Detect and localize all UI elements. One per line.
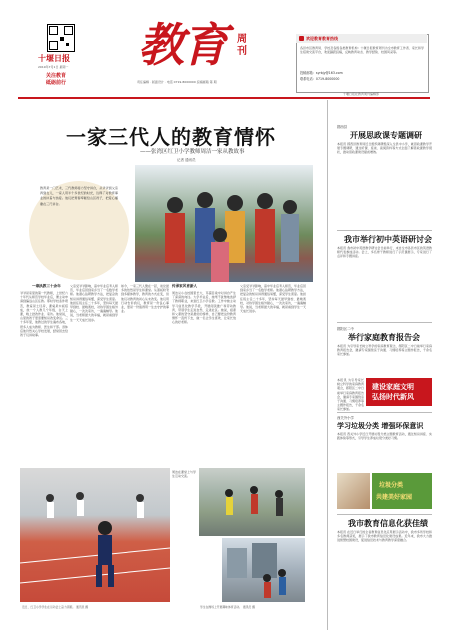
slogan xyxy=(46,73,66,86)
right-divider xyxy=(337,412,432,413)
ad-icon xyxy=(299,36,304,41)
intro-text: 教育是一门艺术，三代教师接力坚守讲台，从爷爷到父亲再到女儿，一家人用半个多世纪的时光，诠释了对教育事业的执着与热爱。他们把青春奉献给山区孩子，把爱心播撒在三尺讲台。 xyxy=(40,186,118,206)
info-line: 责任编辑 · 版面设计 · 电话 0719-8000000 投稿邮箱 第 期 xyxy=(137,80,217,84)
callout-line: 建设家庭文明 xyxy=(372,383,414,391)
photo-small-right xyxy=(337,473,370,509)
right-text-2: 本报讯 我市初中英语教学研讨会日前举行，来自全市各县市区的英语教师代表参加活动。会上，多名骨干教师进行了示范课展示，专家进行了点评和专题讲座。 xyxy=(337,246,432,259)
ad-mail: 投稿邮箱：syrbjy@163.com xyxy=(300,71,343,75)
right-label-3: 郧阳区二中 xyxy=(337,327,354,331)
green-banner-line: 垃圾分类 xyxy=(379,482,404,489)
issue-line: 2019年7月1日 星期一 xyxy=(38,65,69,69)
ad-footer: 十堰日报社教育周刊编辑部 xyxy=(343,92,380,96)
side-caption-col: 周洁在课堂上与学生互动交流。 xyxy=(172,470,197,479)
ad-copy: 各县市区教育局、学校及各级各类教育机构：十堰日报教育周刊为全市教育工作者、家长和学生搭建交流平台，欢迎踊跃投稿，反映教育动态、教学经验、校园风采等。 xyxy=(300,46,424,55)
masthead-divider xyxy=(18,97,430,99)
body-col-5: 父亲受爷爷影响，高中毕业后考入师范，毕业后回到家乡当了一名数学老师。他潜心钻研教学方法，把复杂的知识讲得通俗易懂，深受学生喜爱。他担任班主任二十多年，坚持每天最早到校、最晚离校，对待学困生格外耐心，一次次家访，一遍遍辅导。他说，当老师最大的幸福，就是看到学生一天天成长进步。 xyxy=(240,284,307,314)
right-headline-1: 开展思政课专题调研 xyxy=(350,130,422,140)
right-text-4: 本报讯 西关外小学近日开展垃圾分类主题教育活动，通过知识讲座、实践体验等形式，引导学生养成垃圾分类好习惯。 xyxy=(337,432,432,441)
right-text-3b: 本报讯 为引导家长树立科学的家庭教育观念，郧阳区二中日前举行家庭教育报告会，邀请专家围绕亲子沟通、习惯培养等主题作报告，千余名家长参加。 xyxy=(337,378,365,412)
qr-corner xyxy=(49,41,58,50)
photo-activity-top xyxy=(199,468,305,536)
slogan-line: 砥砺前行 xyxy=(46,79,67,86)
qr-corner xyxy=(64,26,73,35)
ad-phone: 联系电话：0719-8000000 xyxy=(300,77,340,81)
right-text-5: 本报讯 在近日举行的全省教育信息化应用展示活动中，我市多所学校和多名教师获奖，展示了我市教育信息化建设成果。近年来，我市大力推进智慧校园建设，促进信息技术与教育教学深度融合。 xyxy=(337,530,432,543)
right-headline-4: 学习垃圾分类 增强环保意识 xyxy=(337,421,424,430)
caption-bottom-right: 学生在操场上开展趣味体育活动。 通讯员 摄 xyxy=(200,605,255,609)
green-banner-line: 共建美好家园 xyxy=(376,494,413,501)
main-photo-figures xyxy=(135,165,313,282)
qr-dot xyxy=(66,43,69,46)
right-text-3a: 本报讯 为引导家长树立科学的家庭教育观念，郧阳区二中日前举行家庭教育报告会，邀请专家围绕亲子沟通、习惯培养等主题作报告，千余名家长参加。 xyxy=(337,344,432,357)
photo-activity-figures xyxy=(199,468,305,536)
main-photo xyxy=(135,165,313,282)
green-banner xyxy=(372,473,432,509)
ad-title: 欢迎教育教育热线 xyxy=(306,36,338,41)
body-col-2: 父亲受爷爷影响，高中毕业后考入师范，毕业后回到家乡当了一名数学老师。他潜心钻研教学方法，把复杂的知识讲得通俗易懂，深受学生喜爱。他担任班主任二十多年，坚持每天最早到校、最晚离校，对待学困生格外耐心，一次次家访，一遍遍辅导。他说，当老师最大的幸福，就是看到学生一天天成长进步。 xyxy=(70,284,119,322)
photo-sports-figures xyxy=(20,468,170,602)
right-headline-5: 我市教育信息化获佳绩 xyxy=(348,518,428,528)
col1-heading: 一辈执教三十余年 xyxy=(32,284,61,288)
right-headline-2: 我市举行初中英语研讨会 xyxy=(344,234,432,244)
photo-sports-meet xyxy=(20,468,170,602)
body-col-4: 周洁从小在校园里长大，耳濡目染中对讲台产生了深深的向往。大学毕业后，她毫不犹豫地选择了教师职业，来到红卫小学任教。工作中她主动学习信息化教学手段，开展阅读推广和劳动教育，带领学生走进自然、走进社区。她说，祖辈和父辈的坚守是最好的榜样，自己要把这份教育情怀一直传下去，做一名让学生喜欢、让家长放心的好老师。 xyxy=(172,291,236,325)
main-headline: 一家三代人的教育情怀 xyxy=(66,125,276,149)
right-text-1: 本报讯 郧西县教育局近日组织调研组深入全县中小学，就思政课教学开展专题调研，通过听课、座谈、查阅资料等方式全面了解思政课教学现状，推动思政课建设提质增效。 xyxy=(337,142,432,155)
right-divider xyxy=(337,230,432,231)
column-divider xyxy=(327,100,328,630)
body-col-1: 爷爷是家里的第一代教师，上世纪六十年代从师范学校毕业后，便主动申请到偏远山区任教。那时学校条件艰苦，教室是土坯房，课桌是木板搭成，他一个人教几个年级，白天上课，晚上批改作业、家访。他常说，山里的孩子更需要知识改变命运。三十多年里，他教过的学生遍布各地，很多人成为教师、医生和干部。退休后他仍然关心学校发展，经常回去给孩子们讲故事。 xyxy=(20,291,69,338)
col3-heading: 传承家风育新人 xyxy=(172,284,198,288)
body-col-3: 如今，一家三代人聚在一起，谈论最多的依然是学生和课堂。从黑板粉笔到多媒体教学，教育的方式在变，但他们对教育的初心从未改变。他们用行动告诉我们，教育是一份良心事业，更是一份值得用一生去守护的事业。 xyxy=(121,284,170,314)
photo-activity-bottom xyxy=(222,538,305,602)
caption-bottom-left: 近日，红卫小学学生在运动会上奋力奔跑。 通讯员 摄 xyxy=(22,605,89,609)
right-divider xyxy=(337,514,432,515)
masthead-title: 教育 xyxy=(138,18,226,72)
callout-line: 弘扬时代新风 xyxy=(372,393,414,401)
masthead-subtitle: 周刊 xyxy=(237,34,247,57)
right-label-1: 郧西县 xyxy=(337,125,348,129)
right-headline-3: 举行家庭教育报告会 xyxy=(348,332,420,342)
byline: 记者 通讯员 xyxy=(177,158,196,162)
right-label-4: 西关外小学 xyxy=(337,416,354,420)
paper-logo: 十堰日报 xyxy=(38,53,70,63)
qr-corner xyxy=(49,26,58,35)
main-subtitle: ——张湾区红卫小学教师周洁一家从教故事 xyxy=(140,149,245,155)
photo-activity2-figures xyxy=(222,538,305,602)
slogan-line: 关注教育 xyxy=(46,73,67,79)
right-divider xyxy=(337,322,432,323)
qr-code xyxy=(47,24,75,52)
qr-dot xyxy=(60,37,64,41)
